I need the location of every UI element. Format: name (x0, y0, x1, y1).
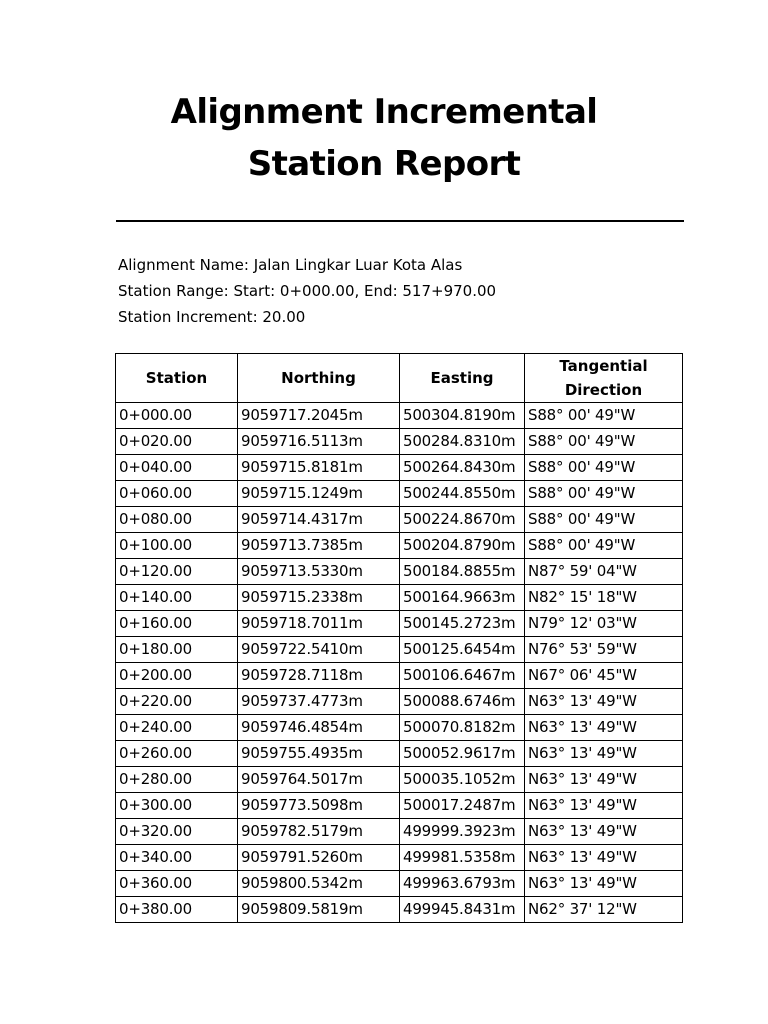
cell-northing: 9059791.5260m (238, 845, 400, 871)
header-northing: Northing (238, 354, 400, 403)
cell-station: 0+220.00 (116, 689, 238, 715)
table-row (116, 715, 683, 741)
report-title-line-2: Station Report (247, 144, 521, 184)
table-row (116, 429, 683, 455)
report-title-line-1: Alignment Incremental (170, 92, 598, 132)
cell-northing: 9059728.7118m (238, 663, 400, 689)
cell-station: 0+280.00 (116, 767, 238, 793)
cell-easting: 500017.2487m (400, 793, 525, 819)
cell-northing: 9059782.5179m (238, 819, 400, 845)
cell-easting: 500264.8430m (400, 455, 525, 481)
cell-easting: 499963.6793m (400, 871, 525, 897)
cell-station: 0+160.00 (116, 611, 238, 637)
cell-direction: S88° 00' 49"W (525, 429, 683, 455)
cell-easting: 499945.8431m (400, 897, 525, 923)
cell-northing: 9059746.4854m (238, 715, 400, 741)
cell-easting: 500284.8310m (400, 429, 525, 455)
cell-direction: N67° 06' 45"W (525, 663, 683, 689)
header-station: Station (116, 354, 238, 403)
cell-northing: 9059715.8181m (238, 455, 400, 481)
alignment-name: Alignment Name: Jalan Lingkar Luar Kota Alas (118, 256, 463, 274)
cell-station: 0+380.00 (116, 897, 238, 923)
table-row (116, 403, 683, 429)
cell-direction: N63° 13' 49"W (525, 819, 683, 845)
table-row (116, 611, 683, 637)
table-row (116, 793, 683, 819)
cell-direction: N76° 53' 59"W (525, 637, 683, 663)
cell-easting: 500224.8670m (400, 507, 525, 533)
table-row (116, 741, 683, 767)
cell-direction: N79° 12' 03"W (525, 611, 683, 637)
cell-station: 0+040.00 (116, 455, 238, 481)
cell-station: 0+020.00 (116, 429, 238, 455)
cell-easting: 500145.2723m (400, 611, 525, 637)
report-title (0, 86, 768, 190)
cell-direction: N63° 13' 49"W (525, 715, 683, 741)
cell-easting: 500164.9663m (400, 585, 525, 611)
cell-direction: S88° 00' 49"W (525, 533, 683, 559)
table-row (116, 663, 683, 689)
table-row (116, 455, 683, 481)
station-table (115, 353, 683, 923)
cell-station: 0+260.00 (116, 741, 238, 767)
cell-easting: 500125.6454m (400, 637, 525, 663)
cell-northing: 9059715.1249m (238, 481, 400, 507)
cell-direction: S88° 00' 49"W (525, 403, 683, 429)
station-range: Station Range: Start: 0+000.00, End: 517+970.00 (118, 282, 497, 300)
cell-northing: 9059722.5410m (238, 637, 400, 663)
cell-direction: S88° 00' 49"W (525, 455, 683, 481)
cell-direction: N82° 15' 18"W (525, 585, 683, 611)
table-body (116, 403, 683, 923)
header-tangential-direction (525, 354, 683, 403)
cell-northing: 9059755.4935m (238, 741, 400, 767)
cell-station: 0+300.00 (116, 793, 238, 819)
cell-northing: 9059713.5330m (238, 559, 400, 585)
cell-northing: 9059713.7385m (238, 533, 400, 559)
cell-station: 0+080.00 (116, 507, 238, 533)
header-direction-line-1: Tangential (559, 357, 648, 375)
cell-station: 0+100.00 (116, 533, 238, 559)
cell-northing: 9059716.5113m (238, 429, 400, 455)
table-row (116, 559, 683, 585)
table-header-row (116, 354, 683, 403)
cell-easting: 500244.8550m (400, 481, 525, 507)
table-row (116, 481, 683, 507)
cell-easting: 500184.8855m (400, 559, 525, 585)
cell-northing: 9059809.5819m (238, 897, 400, 923)
table-row (116, 533, 683, 559)
cell-station: 0+200.00 (116, 663, 238, 689)
table-row (116, 637, 683, 663)
cell-direction: N87° 59' 04"W (525, 559, 683, 585)
cell-direction: N62° 37' 12"W (525, 897, 683, 923)
table-row (116, 871, 683, 897)
table-row (116, 845, 683, 871)
cell-easting: 500052.9617m (400, 741, 525, 767)
cell-easting: 499999.3923m (400, 819, 525, 845)
cell-station: 0+060.00 (116, 481, 238, 507)
cell-station: 0+120.00 (116, 559, 238, 585)
cell-station: 0+180.00 (116, 637, 238, 663)
header-direction-line-2: Direction (564, 381, 643, 399)
cell-station: 0+360.00 (116, 871, 238, 897)
cell-easting: 500070.8182m (400, 715, 525, 741)
cell-station: 0+340.00 (116, 845, 238, 871)
cell-easting: 500088.6746m (400, 689, 525, 715)
station-increment: Station Increment: 20.00 (118, 308, 306, 326)
cell-easting: 500106.6467m (400, 663, 525, 689)
cell-northing: 9059764.5017m (238, 767, 400, 793)
table-row (116, 585, 683, 611)
cell-station: 0+240.00 (116, 715, 238, 741)
report-meta (118, 252, 496, 330)
cell-easting: 500035.1052m (400, 767, 525, 793)
cell-easting: 499981.5358m (400, 845, 525, 871)
cell-station: 0+140.00 (116, 585, 238, 611)
table-row (116, 507, 683, 533)
cell-northing: 9059800.5342m (238, 871, 400, 897)
cell-northing: 9059737.4773m (238, 689, 400, 715)
cell-direction: N63° 13' 49"W (525, 845, 683, 871)
cell-easting: 500304.8190m (400, 403, 525, 429)
cell-direction: N63° 13' 49"W (525, 767, 683, 793)
cell-northing: 9059718.7011m (238, 611, 400, 637)
cell-direction: N63° 13' 49"W (525, 871, 683, 897)
cell-direction: N63° 13' 49"W (525, 741, 683, 767)
header-easting: Easting (400, 354, 525, 403)
cell-direction: S88° 00' 49"W (525, 481, 683, 507)
table-row (116, 819, 683, 845)
table-row (116, 897, 683, 923)
cell-station: 0+320.00 (116, 819, 238, 845)
table-row (116, 767, 683, 793)
cell-direction: N63° 13' 49"W (525, 689, 683, 715)
cell-easting: 500204.8790m (400, 533, 525, 559)
cell-direction: N63° 13' 49"W (525, 793, 683, 819)
cell-direction: S88° 00' 49"W (525, 507, 683, 533)
cell-station: 0+000.00 (116, 403, 238, 429)
cell-northing: 9059715.2338m (238, 585, 400, 611)
cell-northing: 9059714.4317m (238, 507, 400, 533)
cell-northing: 9059773.5098m (238, 793, 400, 819)
title-divider (116, 220, 684, 222)
cell-northing: 9059717.2045m (238, 403, 400, 429)
table-row (116, 689, 683, 715)
